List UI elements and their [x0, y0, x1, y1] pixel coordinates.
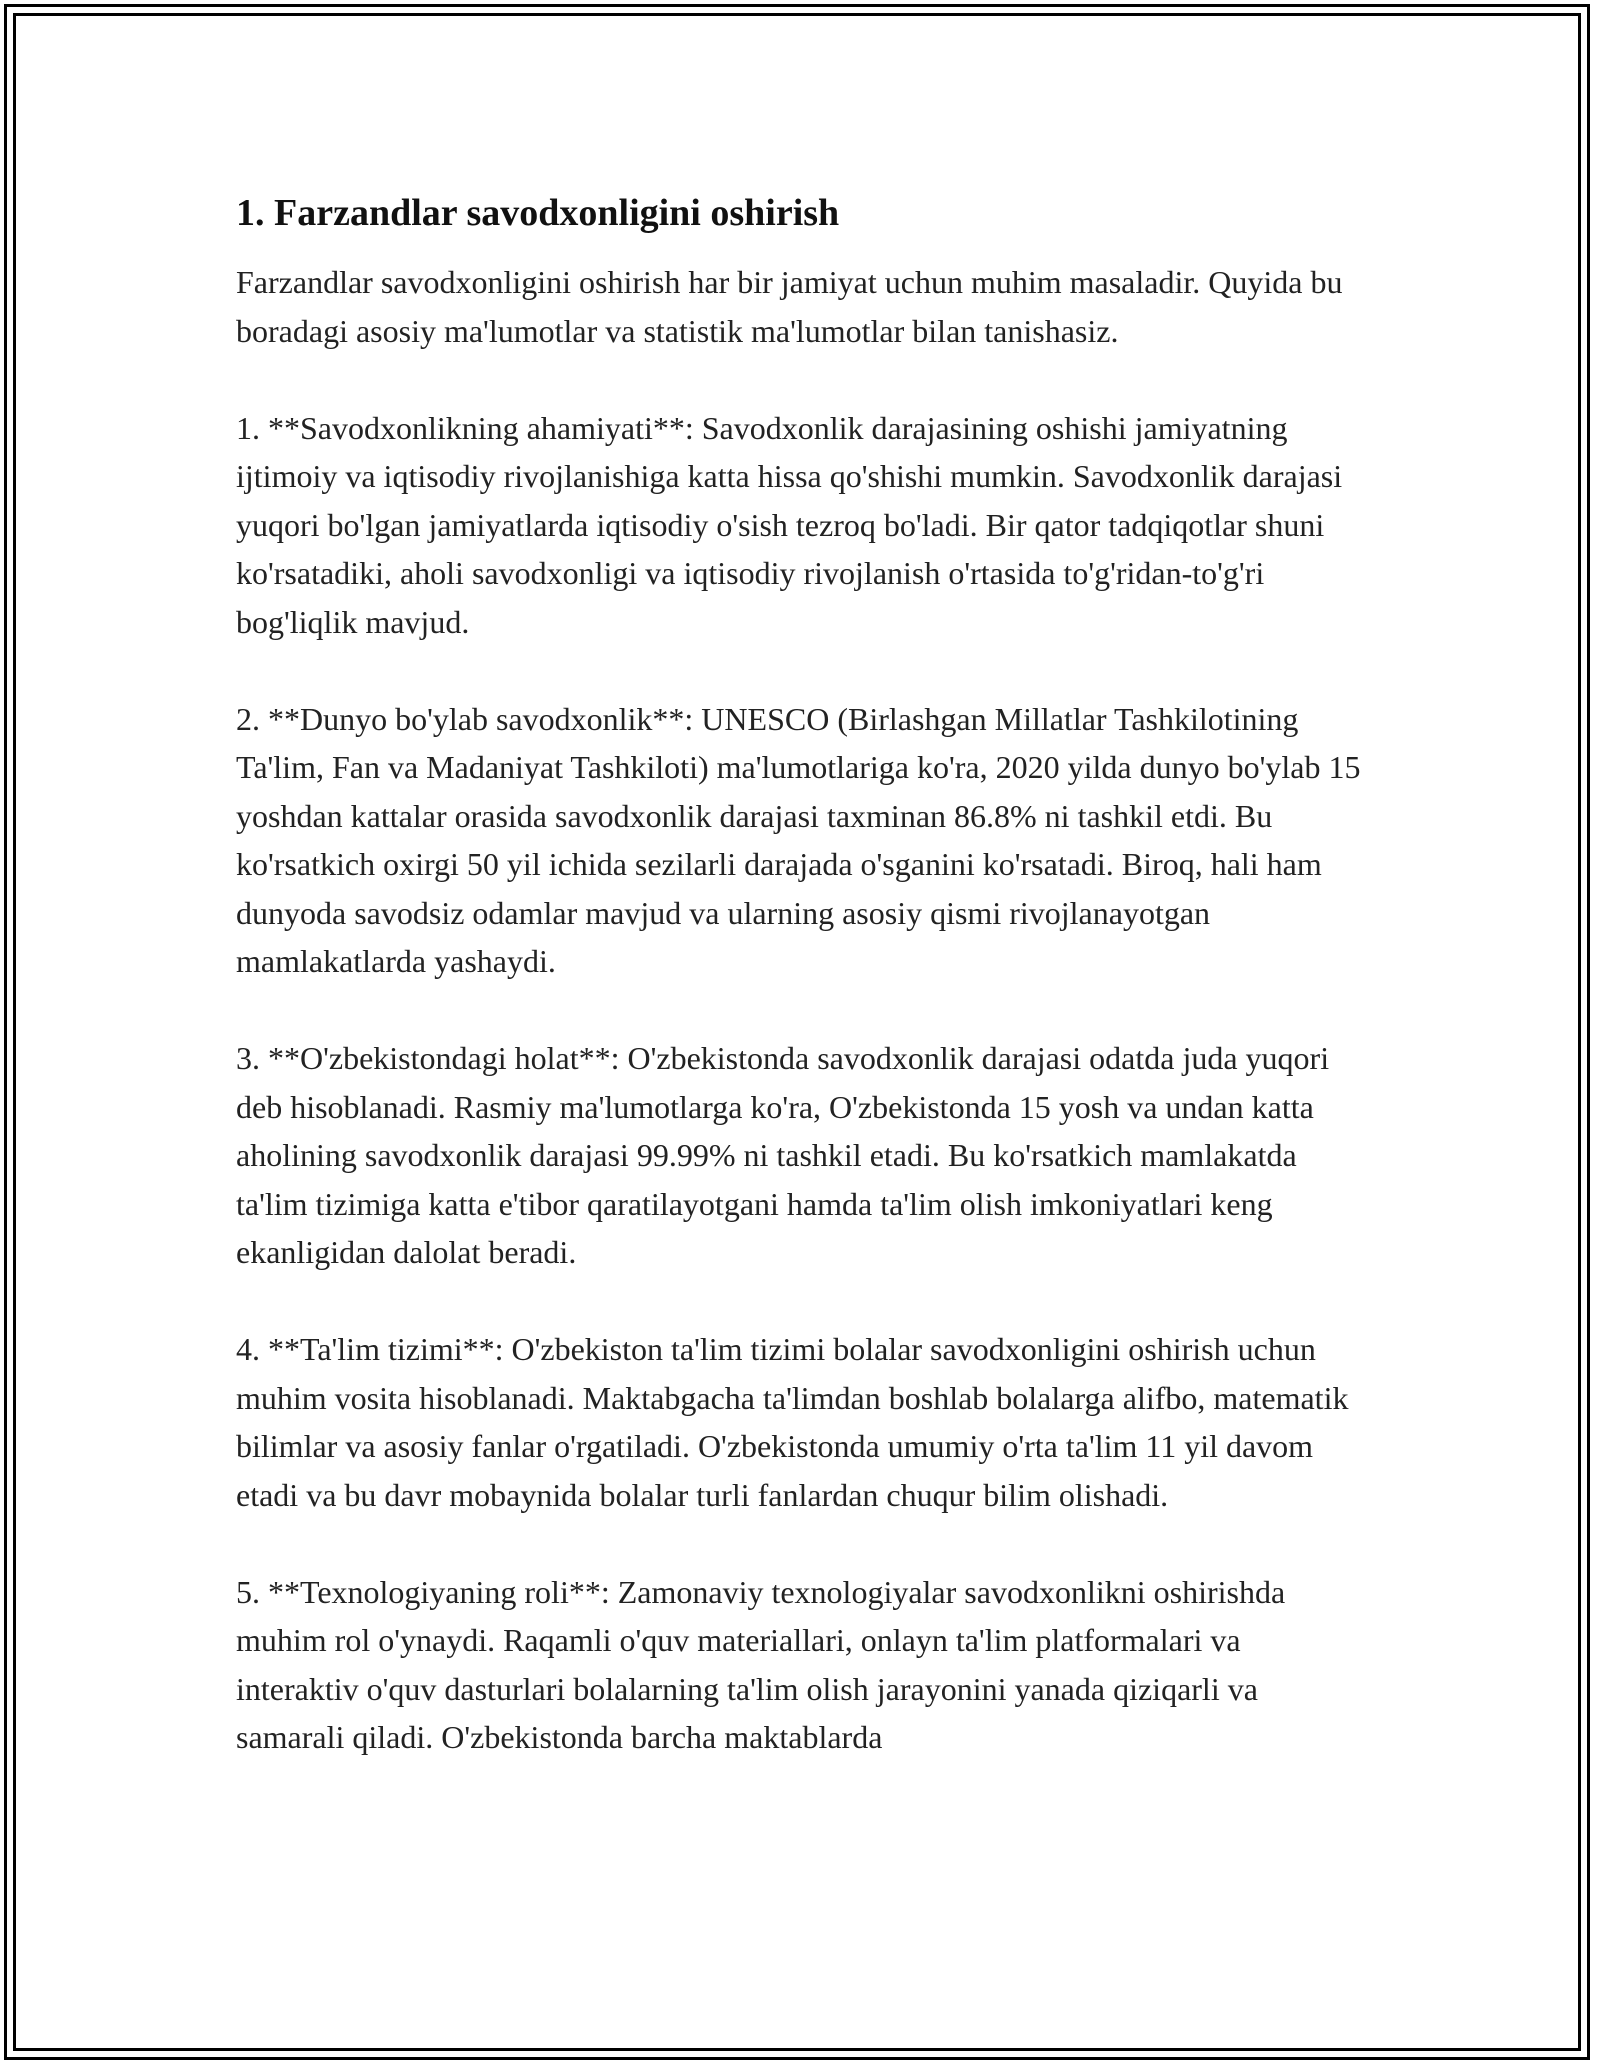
- intro-paragraph: Farzandlar savodxonligini oshirish har bir jamiyat uchun muhim masaladir. Quyida bu boradagi asosiy ma'lumotlar va statistik ma'lumotlar bilan tanishasiz.: [236, 264, 1343, 349]
- paragraph-education-system: 4. **Ta'lim tizimi**: O'zbekiston ta'lim tizimi bolalar savodxonligini oshirish uchun muhim vosita hisoblanadi. Maktabgacha ta'limdan boshlab bolalarga alifbo, matematik bilimlar va asosiy fanlar o'rgatiladi. O'zbekistonda umumiy o'rta ta'lim 11 yil davom etadi va bu davr mobaynida bolalar turli fanlardan chuqur bilim olishadi.: [236, 1331, 1349, 1513]
- document-body: [236, 186, 1366, 1810]
- paragraph-literacy-importance: 1. **Savodxonlikning ahamiyati**: Savodxonlik darajasining oshishi jamiyatning ijtimoiy va iqtisodiy rivojlanishiga katta hissa qo'shishi mumkin. Savodxonlik darajasi yuqori bo'lgan jamiyatlarda iqtisodiy o'sish tezroq bo'ladi. Bir qator tadqiqotlar shuni ko'rsatadiki, aholi savodxonligi va iqtisodiy rivojlanish o'rtasida to'g'ridan-to'g'ri bog'liqlik mavjud.: [236, 409, 1343, 640]
- paragraph-technology-role: 5. **Texnologiyaning roli**: Zamonaviy texnologiyalar savodxonlikni oshirishda muhim rol o'ynaydi. Raqamli o'quv materiallari, onlayn ta'lim platformalari va interaktiv o'quv dasturlari bolalarning ta'lim olish jarayonini yanada qiziqarli va samarali qiladi. O'zbekistonda barcha maktablarda: [236, 1573, 1286, 1755]
- document-title: 1. Farzandlar savodxonligini oshirish: [236, 192, 840, 234]
- paragraph-world-literacy: 2. **Dunyo bo'ylab savodxonlik**: UNESCO (Birlashgan Millatlar Tashkilotining Ta'lim, Fan va Madaniyat Tashkiloti) ma'lumotlariga ko'ra, 2020 yilda dunyo bo'ylab 15 yoshdan kattalar orasida savodxonlik darajasi taxminan 86.8% ni tashkil etdi. Bu ko'rsatkich oxirgi 50 yil ichida sezilarli darajada o'sganini ko'rsatadi. Biroq, hali ham dunyoda savodsiz odamlar mavjud va ularning asosiy qismi rivojlanayotgan mamlakatlarda yashaydi.: [236, 700, 1361, 979]
- paragraph-uzbekistan-status: 3. **O'zbekistondagi holat**: O'zbekistonda savodxonlik darajasi odatda juda yuqori deb hisoblanadi. Rasmiy ma'lumotlarga ko'ra, O'zbekistonda 15 yosh va undan katta aholining savodxonlik darajasi 99.99% ni tashkil etadi. Bu ko'rsatkich mamlakatda ta'lim tizimiga katta e'tibor qaratilayotgani hamda ta'lim olish imkoniyatlari keng ekanligidan dalolat beradi.: [236, 1040, 1330, 1270]
